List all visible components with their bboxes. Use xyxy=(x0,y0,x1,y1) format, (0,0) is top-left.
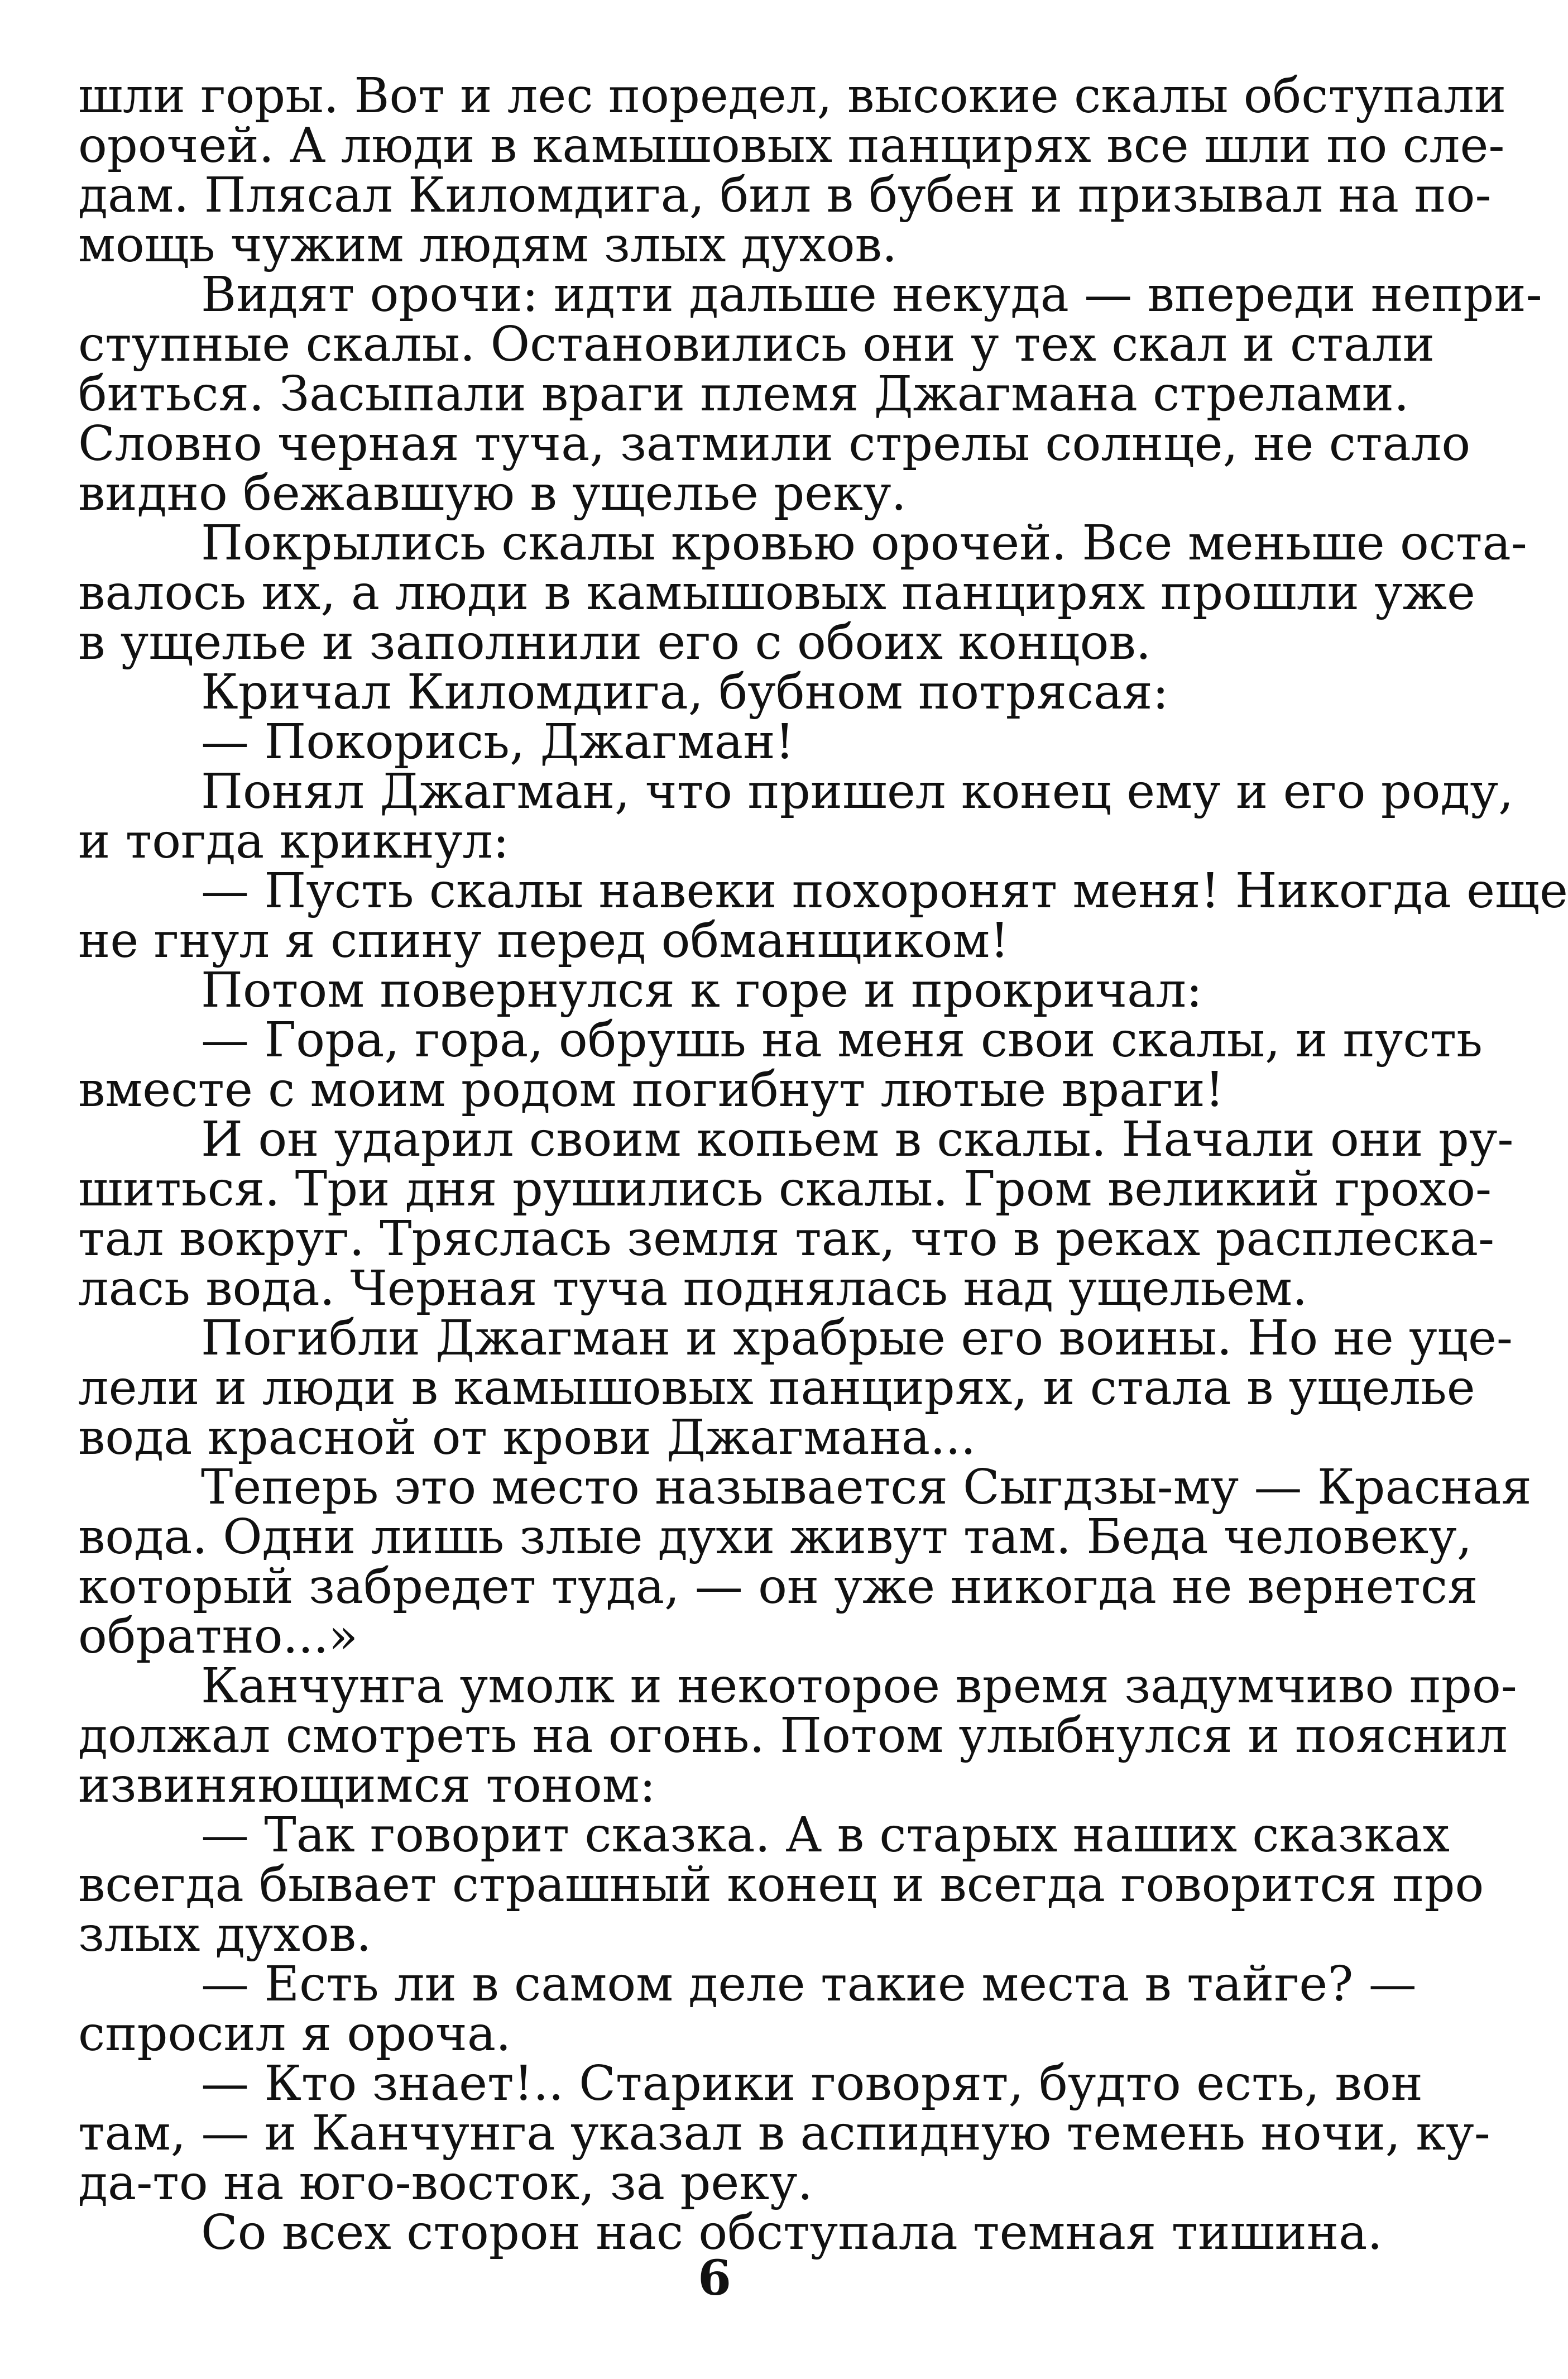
text-line: шиться. Три дня рушились скалы. Гром великий грохо- xyxy=(78,1161,1492,1217)
page-number: 6 xyxy=(698,2250,731,2306)
text-line: который забредет туда, — он уже никогда не вернется xyxy=(78,1559,1478,1615)
text-line: Покрылись скалы кровью орочей. Все меньше оста- xyxy=(201,515,1527,571)
text-line: лась вода. Черная туча поднялась над ущельем. xyxy=(78,1261,1308,1317)
text-line: дам. Плясал Киломдига, бил в бубен и призывал на по- xyxy=(78,167,1492,223)
text-line: вода красной от крови Джагмана... xyxy=(78,1410,976,1466)
text-line: в ущелье и заполнили его с обоих концов. xyxy=(78,615,1152,671)
body-text xyxy=(78,68,1568,2261)
text-line: Кричал Киломдига, бубном потрясая: xyxy=(201,664,1169,720)
text-line: — Кто знает!.. Старики говорят, будто есть, вон xyxy=(201,2056,1423,2112)
text-line: извиняющимся тоном: xyxy=(78,1758,656,1813)
text-line: ступные скалы. Остановились они у тех скал и стали xyxy=(78,317,1435,372)
text-line: Погибли Джагман и храбрые его воины. Но не уце- xyxy=(201,1310,1513,1366)
text-line: лели и люди в камышовых панцирях, и стала в ущелье xyxy=(78,1360,1475,1416)
text-line: да-то на юго-восток, за реку. xyxy=(78,2155,813,2211)
text-line: — Гора, гора, обрушь на меня свои скалы, и пусть xyxy=(201,1012,1483,1068)
text-line: — Покорись, Джагман! xyxy=(201,714,795,770)
text-line: тал вокруг. Тряслась земля так, что в реках расплеска- xyxy=(78,1211,1495,1267)
text-line: обратно...» xyxy=(78,1609,358,1664)
text-line: вода. Одни лишь злые духи живут там. Беда человеку, xyxy=(78,1509,1473,1565)
text-line: Потом повернулся к горе и прокричал: xyxy=(201,963,1202,1018)
text-line: должал смотреть на огонь. Потом улыбнулся и пояснил xyxy=(78,1708,1508,1764)
text-line: Видят орочи: идти дальше некуда — впереди непри- xyxy=(201,267,1542,323)
text-line: Со всех сторон нас обступала темная тишина. xyxy=(201,2205,1383,2261)
text-line: и тогда крикнул: xyxy=(78,813,510,869)
text-line: вместе с моим родом погибнут лютые враги! xyxy=(78,1062,1225,1118)
text-line: всегда бывает страшный конец и всегда говорится про xyxy=(78,1857,1484,1913)
text-line: Канчунга умолк и некоторое время задумчиво про- xyxy=(201,1658,1517,1714)
text-line: Теперь это место называется Сыгдзы-му — Красная xyxy=(201,1459,1532,1515)
text-line: мощь чужим людям злых духов. xyxy=(78,217,898,273)
text-line: там, — и Канчунга указал в аспидную темень ночи, ку- xyxy=(78,2105,1490,2161)
text-line: И он ударил своим копьем в скалы. Начали они ру- xyxy=(201,1112,1514,1167)
text-line: орочей. А люди в камышовых панцирях все шли по сле- xyxy=(78,118,1505,174)
text-line: шли горы. Вот и лес поредел, высокие скалы обступали xyxy=(78,68,1507,124)
text-line: спросил я ороча. xyxy=(78,2006,511,2062)
text-line: — Так говорит сказка. А в старых наших сказках xyxy=(201,1807,1450,1863)
text-line: Словно черная туча, затмили стрелы солнце, не стало xyxy=(78,416,1471,472)
text-line: биться. Засыпали враги племя Джагмана стрелами. xyxy=(78,366,1409,422)
text-line: — Есть ли в самом деле такие места в тайге? — xyxy=(201,1956,1417,2012)
text-line: Понял Джагман, что пришел конец ему и его роду, xyxy=(201,764,1514,820)
text-line: — Пусть скалы навеки похоронят меня! Никогда еще xyxy=(201,863,1568,919)
text-line: не гнул я спину перед обманщиком! xyxy=(78,913,1009,969)
text-line: злых духов. xyxy=(78,1907,372,1962)
text-line: видно бежавшую в ущелье реку. xyxy=(78,466,907,521)
text-line: валось их, а люди в камышовых панцирях прошли уже xyxy=(78,565,1475,621)
